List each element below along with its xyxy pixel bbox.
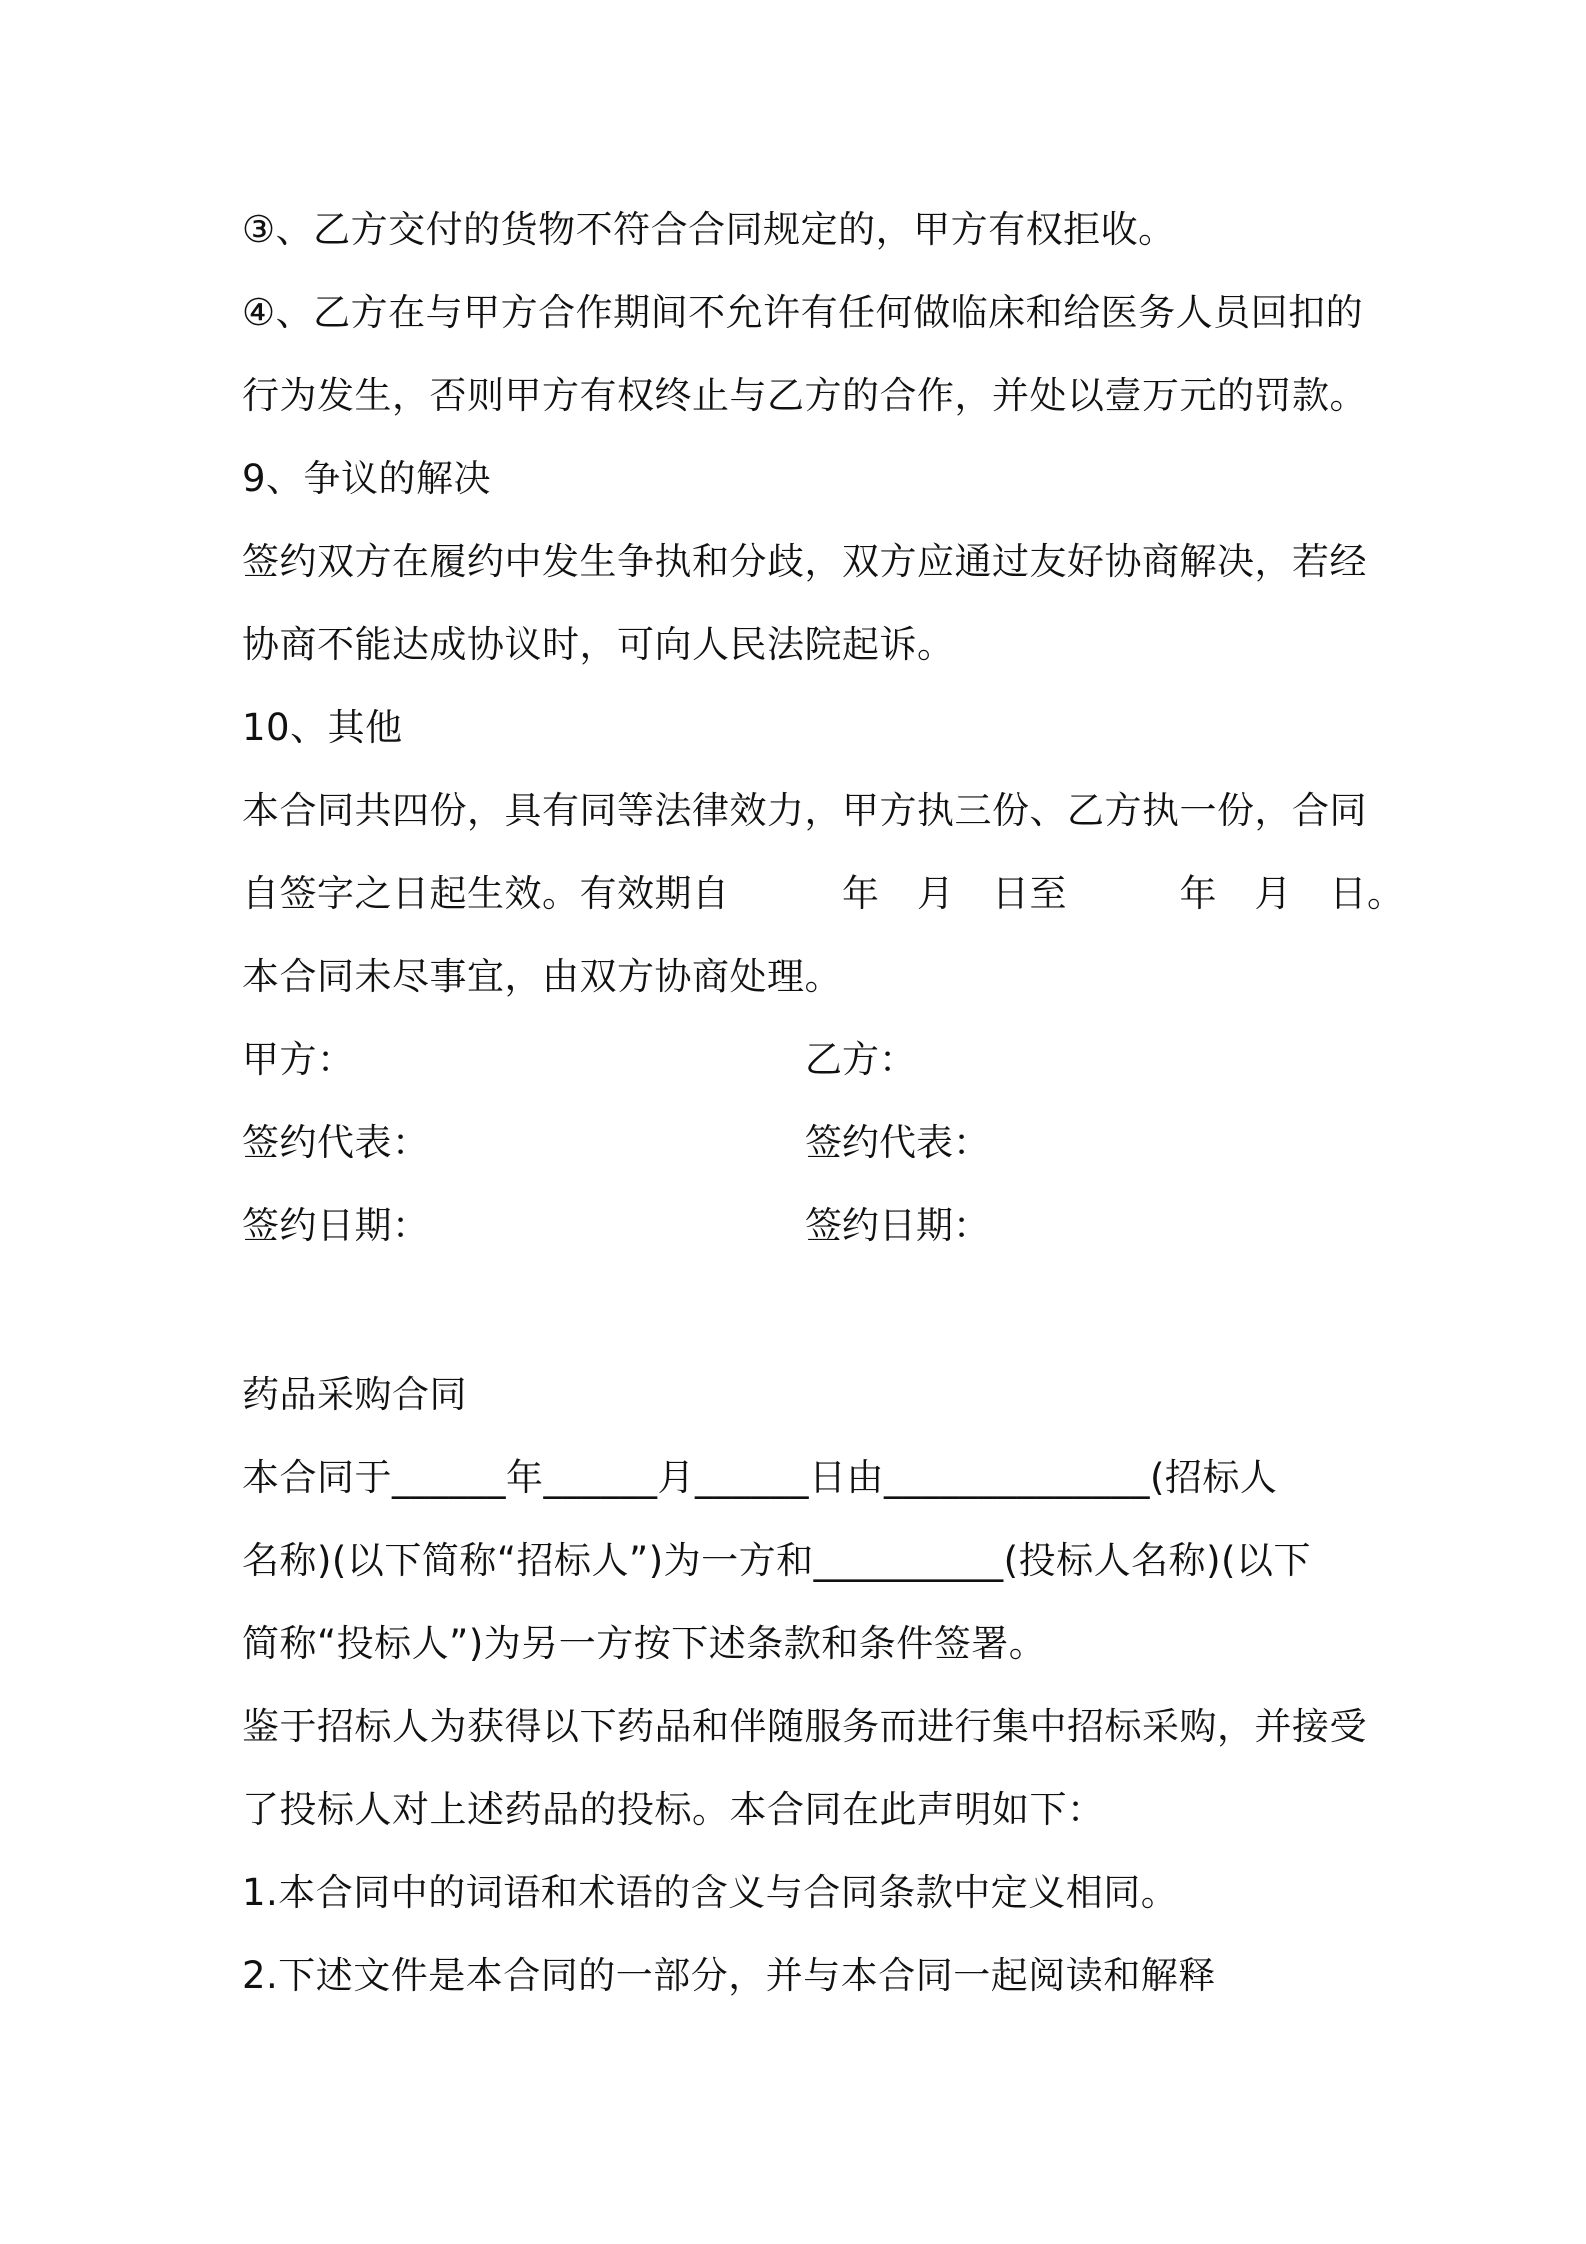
other-line-2: 自签字之日起生效。有效期自 年 月 日至 年 月 日。 (242, 872, 1405, 915)
contract-intro-line-1: 本合同于______年______月______日由______________(招标人 (242, 1456, 1278, 1499)
contract-intro-line-2: 名称)(以下简称“招标人”)为一方和__________(投标人名称)(以下 (242, 1539, 1311, 1582)
dispute-line-2: 协商不能达成协议时，可向人民法院起诉。 (242, 623, 955, 666)
section-9-heading: 9、争议的解决 (242, 457, 492, 500)
contract-title: 药品采购合同 (242, 1373, 467, 1416)
dispute-line-1: 签约双方在履约中发生争执和分歧，双方应通过友好协商解决，若经 (242, 540, 1367, 583)
clause-4-line-2: 行为发生，否则甲方有权终止与乙方的合作，并处以壹万元的罚款。 (242, 374, 1367, 417)
contract-whereas-line-2: 了投标人对上述药品的投标。本合同在此声明如下： (242, 1788, 1105, 1831)
party-b-label: 乙方： (805, 1038, 916, 1081)
party-a-representative-label: 签约代表： (242, 1121, 430, 1164)
section-10-heading: 10、其他 (242, 706, 403, 749)
contract-item-1: 1.本合同中的词语和术语的含义与合同条款中定义相同。 (242, 1871, 1179, 1914)
party-b-date-label: 签约日期： (805, 1204, 990, 1247)
other-line-1: 本合同共四份，具有同等法律效力，甲方执三份、乙方执一份，合同 (242, 789, 1367, 832)
other-line-3: 本合同未尽事宜，由双方协商处理。 (242, 955, 842, 998)
clause-4-line-1: ④、乙方在与甲方合作期间不允许有任何做临床和给医务人员回扣的 (242, 291, 1364, 334)
contract-item-2: 2.下述文件是本合同的一部分，并与本合同一起阅读和解释 (242, 1954, 1216, 1997)
contract-whereas-line-1: 鉴于招标人为获得以下药品和伴随服务而进行集中招标采购，并接受 (242, 1705, 1367, 1748)
clause-3-reject-goods: ③、乙方交付的货物不符合合同规定的，甲方有权拒收。 (242, 208, 1176, 251)
contract-intro-line-3: 简称“投标人”)为另一方按下述条款和条件签署。 (242, 1622, 1047, 1665)
party-a-label: 甲方： (242, 1038, 355, 1081)
party-a-date-label: 签约日期： (242, 1204, 430, 1247)
party-b-representative-label: 签约代表： (805, 1121, 990, 1164)
